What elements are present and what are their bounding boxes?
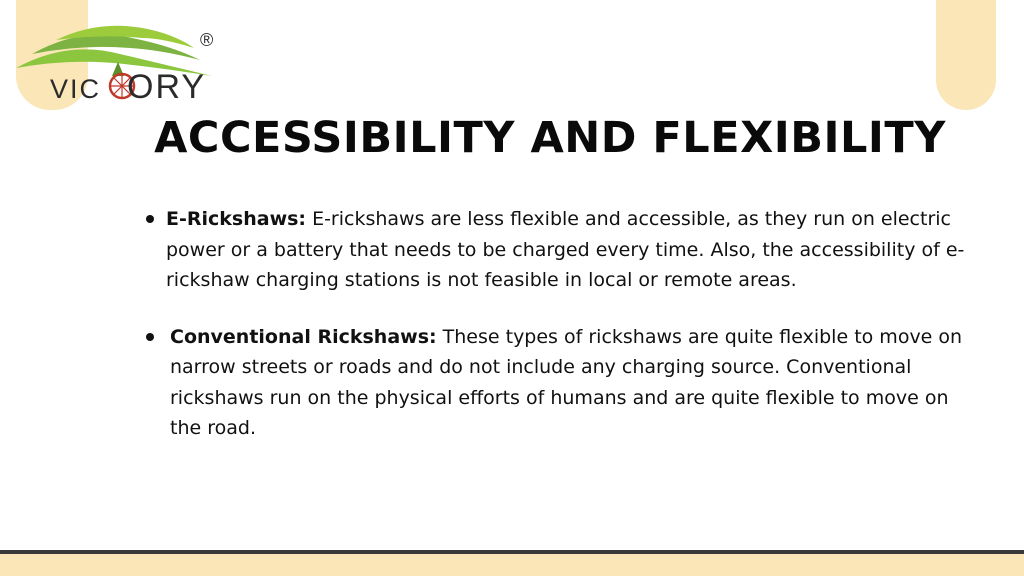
decorative-tab-right — [936, 0, 996, 110]
bullet-text: E-rickshaws are less flexible and accessible, as they run on electric power or a battery that needs to be charged every time. Also, the accessibility of e-rickshaw charging stations is not feasible in local or remote areas. — [166, 208, 965, 291]
logo-text-vic: VIC — [50, 74, 102, 104]
bullet-text: These types of rickshaws are quite flexible to move on narrow streets or roads and do not include any charging source. Conventional rickshaws run on the physical efforts of humans and are quite flexible to move on the road. — [170, 325, 963, 439]
bullet-dot-icon — [146, 215, 154, 223]
footer-band — [0, 554, 1024, 576]
logo-wordmark — [50, 68, 206, 107]
logo-text-ory: ORY — [127, 68, 207, 106]
bullet-term: Conventional Rickshaws: — [170, 325, 437, 348]
bullet-term: E-Rickshaws: — [166, 208, 307, 230]
registered-mark: ® — [200, 30, 214, 50]
bullet-item-e-rickshaws — [140, 204, 980, 296]
victory-logo — [12, 18, 224, 106]
bullet-dot-icon — [146, 333, 154, 341]
bullet-list — [140, 204, 980, 444]
bullet-item-conventional-rickshaws — [140, 322, 980, 444]
slide-title: ACCESSIBILITY AND FLEXIBILITY — [154, 113, 946, 163]
